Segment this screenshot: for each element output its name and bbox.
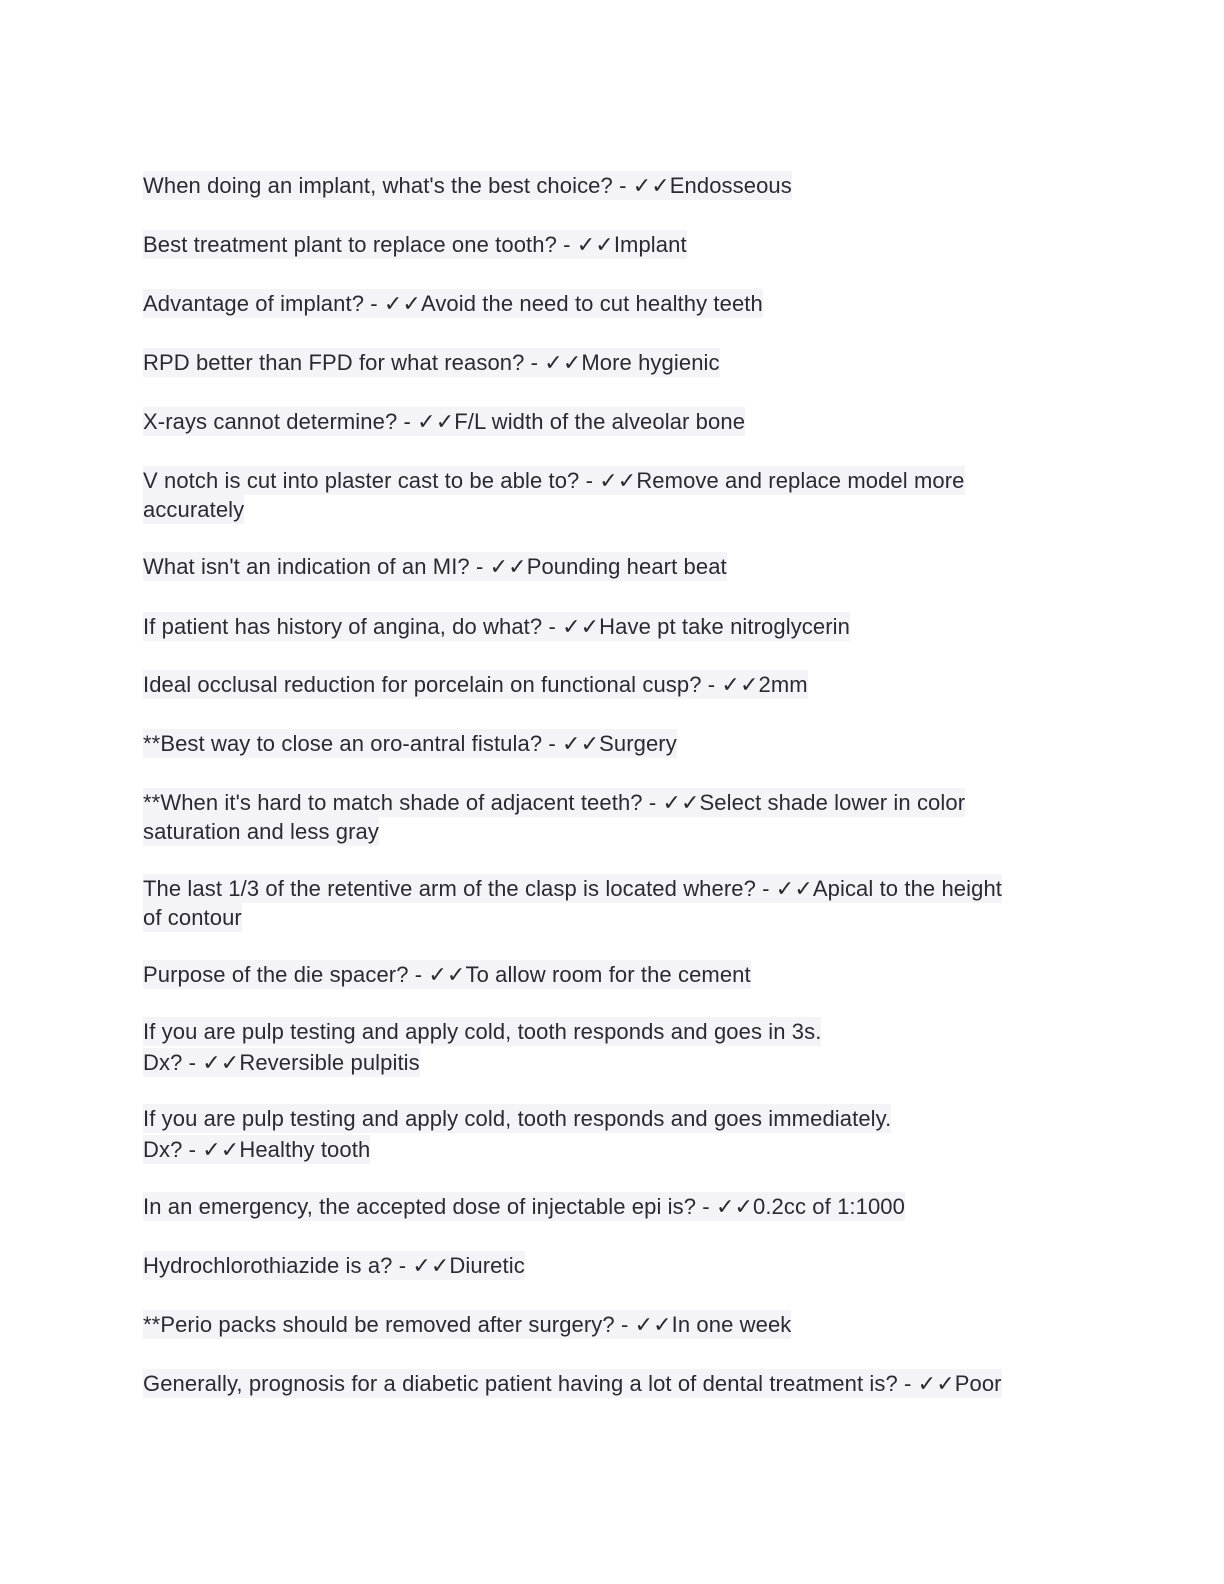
qa-line: Dx? - ✓✓Reversible pulpitis — [143, 1050, 420, 1075]
qa-line: Generally, prognosis for a diabetic patient having a lot of dental treatment is? - ✓✓Poor — [143, 1371, 1002, 1396]
qa-line: If you are pulp testing and apply cold, tooth responds and goes immediately. — [143, 1106, 892, 1131]
qa-line: Hydrochlorothiazide is a? - ✓✓Diuretic — [143, 1253, 525, 1278]
qa-line: saturation and less gray — [143, 818, 379, 844]
qa-line: V notch is cut into plaster cast to be able to? - ✓✓Remove and replace model more — [143, 468, 965, 493]
qa-item — [143, 467, 1083, 524]
qa-item — [143, 172, 1083, 201]
qa-line: Ideal occlusal reduction for porcelain on functional cusp? - ✓✓2mm — [143, 672, 808, 697]
qa-item — [143, 1252, 1083, 1281]
qa-line: Purpose of the die spacer? - ✓✓To allow room for the cement — [143, 962, 751, 987]
qa-line: of contour — [143, 904, 242, 930]
qa-item — [143, 1103, 1083, 1165]
qa-line: If you are pulp testing and apply cold, tooth responds and goes in 3s. — [143, 1019, 822, 1044]
qa-line: **When it's hard to match shade of adjacent teeth? - ✓✓Select shade lower in color — [143, 790, 966, 815]
qa-line: Dx? - ✓✓Healthy tooth — [143, 1137, 371, 1162]
qa-line: X-rays cannot determine? - ✓✓F/L width of the alveolar bone — [143, 409, 746, 434]
qa-item — [143, 1016, 1083, 1078]
qa-item — [143, 961, 1083, 990]
qa-item — [143, 730, 1083, 759]
qa-line: What isn't an indication of an MI? - ✓✓Pounding heart beat — [143, 554, 727, 579]
qa-line: The last 1/3 of the retentive arm of the clasp is located where? - ✓✓Apical to the height — [143, 876, 1002, 901]
qa-item — [143, 349, 1083, 378]
qa-item — [143, 789, 1083, 846]
qa-line: In an emergency, the accepted dose of injectable epi is? - ✓✓0.2cc of 1:1000 — [143, 1194, 905, 1219]
qa-item — [143, 1193, 1083, 1222]
qa-item — [143, 1311, 1083, 1340]
qa-line: accurately — [143, 496, 245, 522]
qa-item — [143, 671, 1083, 700]
qa-item — [143, 613, 1083, 642]
qa-item — [143, 290, 1083, 319]
qa-line: **Perio packs should be removed after surgery? - ✓✓In one week — [143, 1312, 792, 1337]
qa-item — [143, 1370, 1083, 1399]
qa-line: RPD better than FPD for what reason? - ✓✓More hygienic — [143, 350, 720, 375]
qa-line: Advantage of implant? - ✓✓Avoid the need to cut healthy teeth — [143, 291, 763, 316]
qa-item — [143, 553, 1083, 582]
qa-item — [143, 231, 1083, 260]
qa-line: **Best way to close an oro-antral fistula? - ✓✓Surgery — [143, 731, 677, 756]
qa-item — [143, 408, 1083, 437]
qa-line: When doing an implant, what's the best choice? - ✓✓Endosseous — [143, 173, 792, 198]
qa-line: Best treatment plant to replace one tooth? - ✓✓Implant — [143, 232, 687, 257]
qa-item — [143, 875, 1083, 932]
qa-line: If patient has history of angina, do what? - ✓✓Have pt take nitroglycerin — [143, 614, 850, 639]
